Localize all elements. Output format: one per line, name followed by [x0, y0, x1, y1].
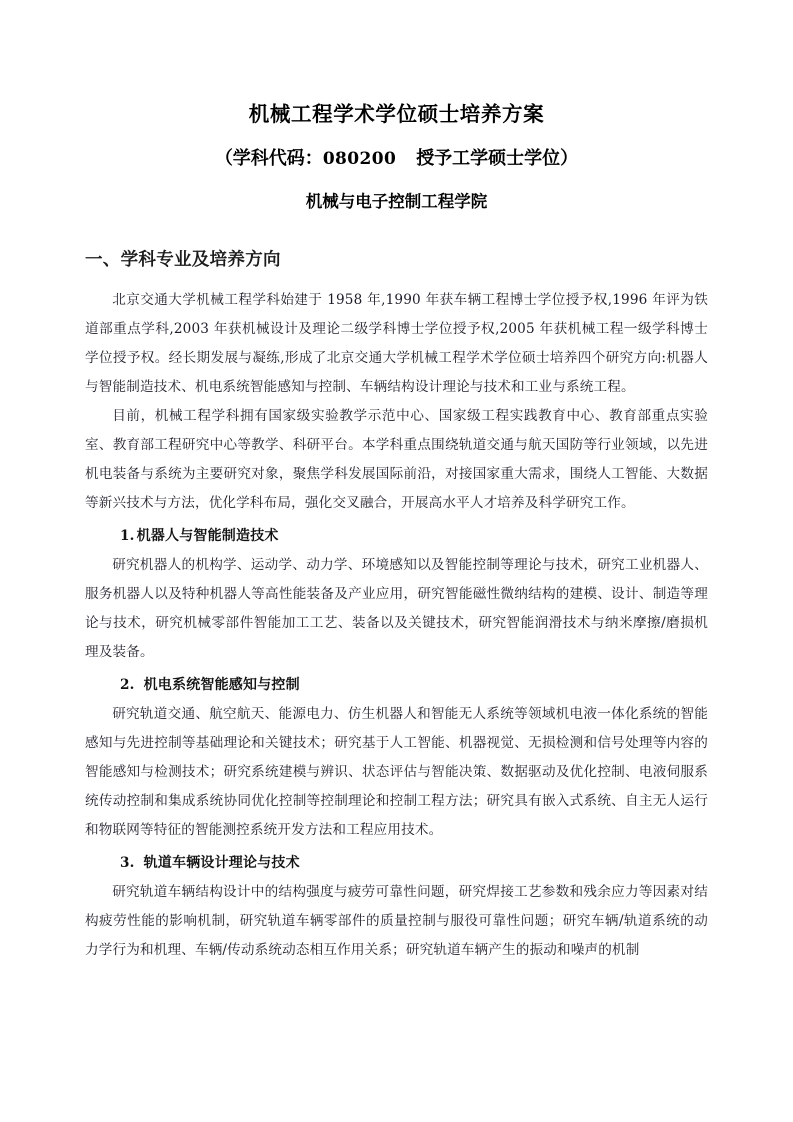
document-content [85, 0, 708, 965]
direction-number-2: 2. [120, 676, 135, 693]
direction-heading-2 [85, 667, 708, 700]
direction-body-1: 研究机器人的机构学、运动学、动力学、环境感知以及智能控制等理论与技术，研究工业机器人、服务机器人以及特种机器人等高性能装备及产业应用，研究智能磁性微纳结构的建模、设计、制造等理论与技术，研究机械零部件智能加工工艺、装备以及关键技术，研究智能润滑技术与纳米摩擦/磨损机理及装备。 [85, 556, 708, 660]
department-name: 机械与电子控制工程学院 [305, 192, 488, 212]
direction-body-3: 研究轨道车辆结构设计中的结构强度与疲劳可靠性问题，研究焊接工艺参数和残余应力等因素对结构疲劳性能的影响机制，研究轨道车辆零部件的质量控制与服役可靠性问题；研究车辆/轨道系统的动力学行为和机理、车辆/传动系统动态相互作用关系；研究轨道车辆产生的振动和噪声的机制 [85, 883, 708, 958]
direction-number-1: 1. [120, 527, 135, 544]
subtitle-prefix: （学科代码： [214, 147, 323, 169]
direction-number-3: 3. [120, 854, 135, 871]
direction-title-1: 机器人与智能制造技术 [136, 527, 279, 544]
direction-body-2: 研究轨道交通、航空航天、能源电力、仿生机器人和智能无人系统等领域机电液一体化系统的智能感知与先进控制等基础理论和关键技术；研究基于人工智能、机器视觉、无损检测和信号处理等内容的智能感知与检测技术；研究系统建模与辨识、状态评估与智能决策、数据驱动及优化控制、电液伺服系统传动控制和集成系统协同优化控制等控制理论和控制工程方法；研究具有嵌入式系统、自主无人运行和物联网等特征的智能测控系统开发方法和工程应用技术。 [85, 705, 708, 838]
section-heading: 一、学科专业及培养方向 [85, 249, 281, 270]
document-subtitle [85, 128, 708, 171]
subtitle-suffix: 授予工学硕士学位） [416, 147, 579, 169]
paragraph-2: 目前，机械工程学科拥有国家级实验教学示范中心、国家级工程实践教育中心、教育部重点实验室、教育部工程研究中心等教学、科研平台。本学科重点围绕轨道交通与航天国防等行业领域，以先进机电装备与系统为主要研究对象，聚焦学科发展国际前沿，对接国家重大需求，围绕人工智能、大数据等新兴技术与方法，优化学科布局，强化交叉融合，开展高水平人才培养及科学研究工作。 [85, 407, 708, 511]
discipline-code: 080200 [322, 148, 397, 169]
direction-heading-1 [85, 518, 708, 551]
document-title: 机械工程学术学位硕士培养方案 [248, 102, 545, 126]
direction-heading-3 [85, 845, 708, 878]
paragraph-1: 北京交通大学机械工程学科始建于 1958 年,1990 年获车辆工程博士学位授予权,1996 年评为铁道部重点学科,2003 年获机械设计及理论二级学科博士学位授予权,2005 年获机械工程一级学科博士学位授予权。经长期发展与凝练,形成了北京交通大学机械工程学术学位硕士培养四个研究方向:机器人与智能制造技术、机电系统智能感知与控制、车辆结构设计理论与技术和工业与系统工程。 [85, 291, 708, 395]
direction-title-3: 轨道车辆设计理论与技术 [143, 854, 300, 871]
direction-title-2: 机电系统智能感知与控制 [143, 676, 300, 693]
